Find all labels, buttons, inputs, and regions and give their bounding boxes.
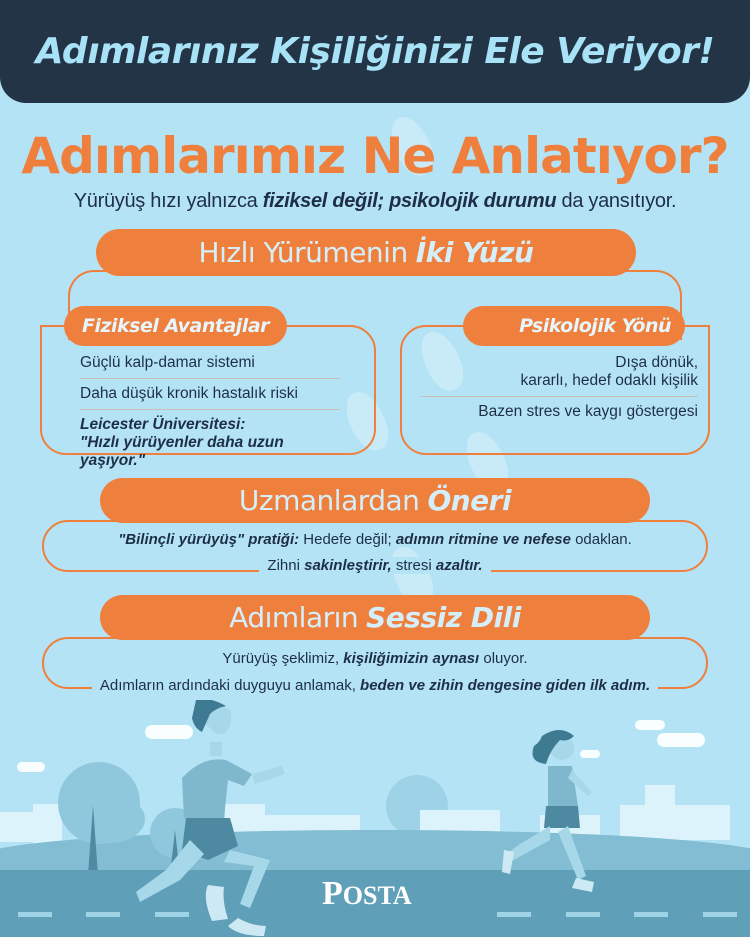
- road-marking: [566, 912, 600, 917]
- road-marking: [703, 912, 737, 917]
- female-runner-figure: [490, 730, 600, 910]
- cloud-icon: [657, 733, 705, 747]
- language-text: oluyor.: [479, 650, 528, 667]
- male-runner-figure: [100, 700, 300, 937]
- language-emphasis: kişiliğimizin aynası: [343, 650, 480, 667]
- cloud-icon: [635, 720, 665, 730]
- language-text: Yürüyüş şeklimiz,: [222, 650, 344, 667]
- road-marking: [497, 912, 531, 917]
- tree-trunk: [88, 805, 98, 875]
- cloud-icon: [17, 762, 45, 772]
- psychological-item: Dışa dönük,: [615, 354, 698, 371]
- psychological-card-content: [420, 354, 698, 421]
- subtitle-text: Yürüyüş hızı yalnızca: [73, 190, 263, 212]
- study-source: Leicester Üniversitesi:: [80, 416, 246, 433]
- road-marking: [18, 912, 52, 917]
- tip-line2-wrap: [259, 557, 490, 574]
- psychological-item: Bazen stres ve kaygı göstergesi: [478, 403, 698, 420]
- psychological-card-title: Psikolojik Yönü: [463, 306, 685, 346]
- language-emphasis: beden ve zihin dengesine giden ilk adım.: [360, 677, 651, 694]
- header-banner: [0, 0, 750, 103]
- section2-title-italic: Öneri: [427, 484, 512, 517]
- skyline: [33, 804, 61, 844]
- posta-logo: [322, 875, 412, 913]
- main-title: Adımlarımız Ne Anlatıyor?: [21, 127, 729, 185]
- tip-emphasis: "Bilinçli yürüyüş" pratiği:: [118, 531, 300, 548]
- tip-text: stresi: [391, 557, 436, 574]
- skyline: [620, 805, 730, 840]
- subtitle-emphasis: fiziksel değil; psikolojik durumu: [262, 190, 557, 212]
- silent-language-line2: [0, 677, 750, 694]
- tip-emphasis: sakinleştirir,: [304, 557, 392, 574]
- expert-tip-line2: [0, 557, 750, 574]
- tip-emphasis: azaltır.: [435, 557, 483, 574]
- physical-item: Daha düşük kronik hastalık riski: [80, 385, 298, 402]
- tip-text: Zihni: [267, 557, 305, 574]
- logo-initial: P: [322, 875, 343, 912]
- section2-title: [100, 478, 650, 523]
- section1-title-plain: Hızlı Yürümenin: [198, 236, 408, 269]
- divider: [80, 409, 340, 410]
- physical-card-content: [80, 354, 340, 470]
- section1-title-italic: İki Yüzü: [415, 236, 534, 269]
- subtitle: [0, 190, 750, 213]
- divider: [420, 396, 698, 397]
- section3-title-plain: Adımların: [229, 601, 359, 634]
- expert-tip-line1: [0, 531, 750, 548]
- section3-title: [100, 595, 650, 640]
- physical-item: Güçlü kalp-damar sistemi: [80, 354, 255, 371]
- section2-title-plain: Uzmanlardan: [238, 484, 420, 517]
- section1-title: [96, 229, 636, 276]
- psychological-item: kararlı, hedef odaklı kişilik: [520, 372, 698, 389]
- language-line2-wrap: [92, 677, 658, 694]
- tip-text: Hedefe değil;: [299, 531, 396, 548]
- header-title: Adımlarınız Kişiliğinizi Ele Veriyor!: [35, 31, 715, 72]
- road-marking: [634, 912, 668, 917]
- running-scene-illustration: [0, 700, 750, 937]
- physical-card-title: Fiziksel Avantajlar: [64, 306, 287, 346]
- logo-rest: OSTA: [342, 881, 412, 910]
- tip-emphasis: adımın ritmine ve nefese: [395, 531, 571, 548]
- study-quote: "Hızlı yürüyenler daha uzun yaşıyor.": [80, 434, 284, 469]
- subtitle-text: da yansıtıyor.: [556, 190, 677, 212]
- section3-title-italic: Sessiz Dili: [366, 601, 521, 634]
- language-text: Adımların ardındaki duyguyu anlamak,: [99, 677, 361, 694]
- silent-language-line1: [0, 650, 750, 667]
- divider: [80, 378, 340, 379]
- tip-text: odaklan.: [570, 531, 632, 548]
